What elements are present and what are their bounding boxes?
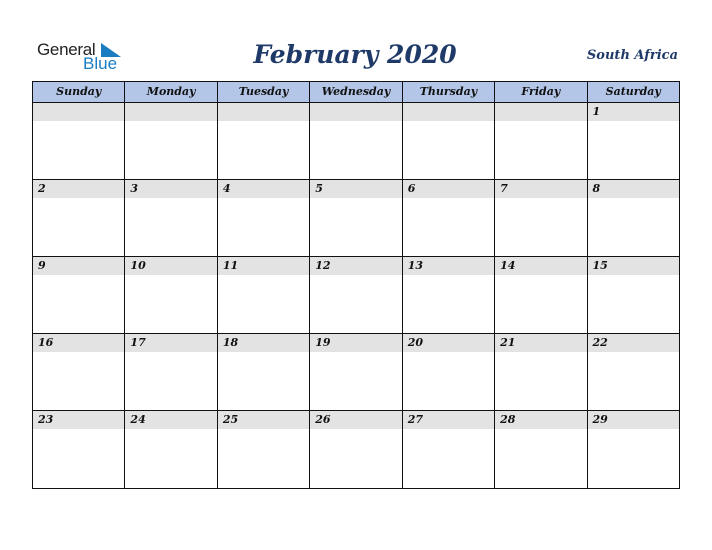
day-cell[interactable] bbox=[310, 103, 402, 179]
day-number: 15 bbox=[592, 259, 608, 272]
day-number: 5 bbox=[315, 182, 323, 195]
day-number: 2 bbox=[38, 182, 46, 195]
day-number-band bbox=[218, 103, 309, 121]
week-row bbox=[33, 180, 679, 257]
day-number: 29 bbox=[592, 413, 608, 426]
day-number: 6 bbox=[407, 182, 416, 195]
day-number: 11 bbox=[222, 259, 239, 272]
day-number: 28 bbox=[500, 413, 516, 426]
weekday-header-row bbox=[33, 82, 679, 103]
day-cell[interactable] bbox=[403, 411, 495, 488]
day-cell[interactable] bbox=[125, 334, 217, 410]
day-number: 23 bbox=[38, 413, 54, 426]
day-cell[interactable] bbox=[125, 103, 217, 179]
day-cell[interactable] bbox=[218, 103, 310, 179]
weekday-tuesday: Tuesday bbox=[218, 82, 310, 102]
day-cell[interactable] bbox=[495, 180, 587, 256]
weekday-saturday: Saturday bbox=[605, 85, 661, 98]
day-number: 10 bbox=[130, 259, 146, 272]
logo-text-general: General bbox=[37, 40, 96, 59]
day-cell[interactable] bbox=[218, 411, 310, 488]
day-cell[interactable] bbox=[218, 257, 310, 333]
day-number-band bbox=[588, 103, 679, 121]
day-cell[interactable] bbox=[125, 411, 217, 488]
day-cell[interactable] bbox=[588, 257, 679, 333]
day-number: 26 bbox=[315, 413, 331, 426]
day-number-band bbox=[403, 180, 494, 198]
day-cell[interactable] bbox=[495, 411, 587, 488]
day-cell[interactable] bbox=[33, 334, 125, 410]
day-number: 20 bbox=[407, 336, 423, 349]
day-number: 17 bbox=[130, 336, 146, 349]
day-cell[interactable] bbox=[403, 334, 495, 410]
day-cell[interactable] bbox=[495, 103, 587, 179]
day-cell[interactable] bbox=[33, 180, 125, 256]
day-cell[interactable] bbox=[310, 180, 402, 256]
day-number-band bbox=[33, 257, 124, 275]
day-number-band bbox=[33, 103, 124, 121]
week-row bbox=[33, 257, 679, 334]
day-number: 18 bbox=[222, 336, 239, 349]
calendar-title: February 2020 bbox=[253, 40, 457, 69]
day-cell[interactable] bbox=[310, 257, 402, 333]
day-cell[interactable] bbox=[33, 103, 125, 179]
day-number-band bbox=[218, 180, 309, 198]
week-row bbox=[33, 103, 679, 180]
day-cell[interactable] bbox=[218, 334, 310, 410]
day-cell[interactable] bbox=[588, 180, 679, 256]
day-number: 27 bbox=[407, 413, 423, 426]
day-number-band bbox=[310, 180, 401, 198]
day-number-band bbox=[403, 103, 494, 121]
weekday-thursday: Thursday bbox=[403, 82, 495, 102]
day-number: 25 bbox=[222, 413, 239, 426]
day-cell[interactable] bbox=[218, 180, 310, 256]
weekday-friday: Friday bbox=[495, 82, 587, 102]
day-cell[interactable] bbox=[33, 411, 125, 488]
day-cell[interactable] bbox=[125, 257, 217, 333]
day-number: 4 bbox=[222, 182, 231, 195]
day-number-band bbox=[588, 180, 679, 198]
day-number: 14 bbox=[500, 259, 516, 272]
day-number: 22 bbox=[592, 336, 608, 349]
day-cell[interactable] bbox=[125, 180, 217, 256]
day-cell[interactable] bbox=[588, 411, 679, 488]
day-number: 19 bbox=[315, 336, 331, 349]
day-number: 8 bbox=[592, 182, 601, 195]
day-number-band bbox=[495, 180, 586, 198]
day-number: 16 bbox=[38, 336, 54, 349]
week-row bbox=[33, 334, 679, 411]
day-number: 13 bbox=[407, 259, 423, 272]
day-number-band bbox=[33, 180, 124, 198]
day-number: 12 bbox=[315, 259, 331, 272]
day-number: 7 bbox=[500, 182, 508, 195]
day-number: 3 bbox=[130, 182, 139, 195]
day-cell[interactable] bbox=[495, 334, 587, 410]
country-label: South Africa bbox=[586, 48, 678, 63]
day-number-band bbox=[495, 103, 586, 121]
weekday-sunday: Sunday bbox=[33, 82, 125, 102]
calendar-grid bbox=[32, 81, 680, 489]
logo-text-blue: Blue bbox=[83, 54, 118, 73]
day-number: 9 bbox=[38, 259, 46, 272]
day-cell[interactable] bbox=[403, 180, 495, 256]
day-number-band bbox=[125, 103, 216, 121]
day-cell[interactable] bbox=[33, 257, 125, 333]
day-number: 1 bbox=[592, 105, 601, 118]
day-number: 24 bbox=[130, 413, 146, 426]
day-cell[interactable] bbox=[588, 103, 679, 179]
day-number-band bbox=[125, 180, 216, 198]
day-cell[interactable] bbox=[403, 103, 495, 179]
generalblue-logo bbox=[37, 40, 127, 74]
day-number: 21 bbox=[500, 336, 516, 349]
day-cell[interactable] bbox=[588, 334, 679, 410]
weekday-monday: Monday bbox=[125, 82, 217, 102]
day-cell[interactable] bbox=[495, 257, 587, 333]
day-cell[interactable] bbox=[310, 411, 402, 488]
weekday-wednesday: Wednesday bbox=[310, 82, 402, 102]
day-number-band bbox=[310, 103, 401, 121]
day-cell[interactable] bbox=[310, 334, 402, 410]
day-cell[interactable] bbox=[403, 257, 495, 333]
week-row bbox=[33, 411, 679, 488]
